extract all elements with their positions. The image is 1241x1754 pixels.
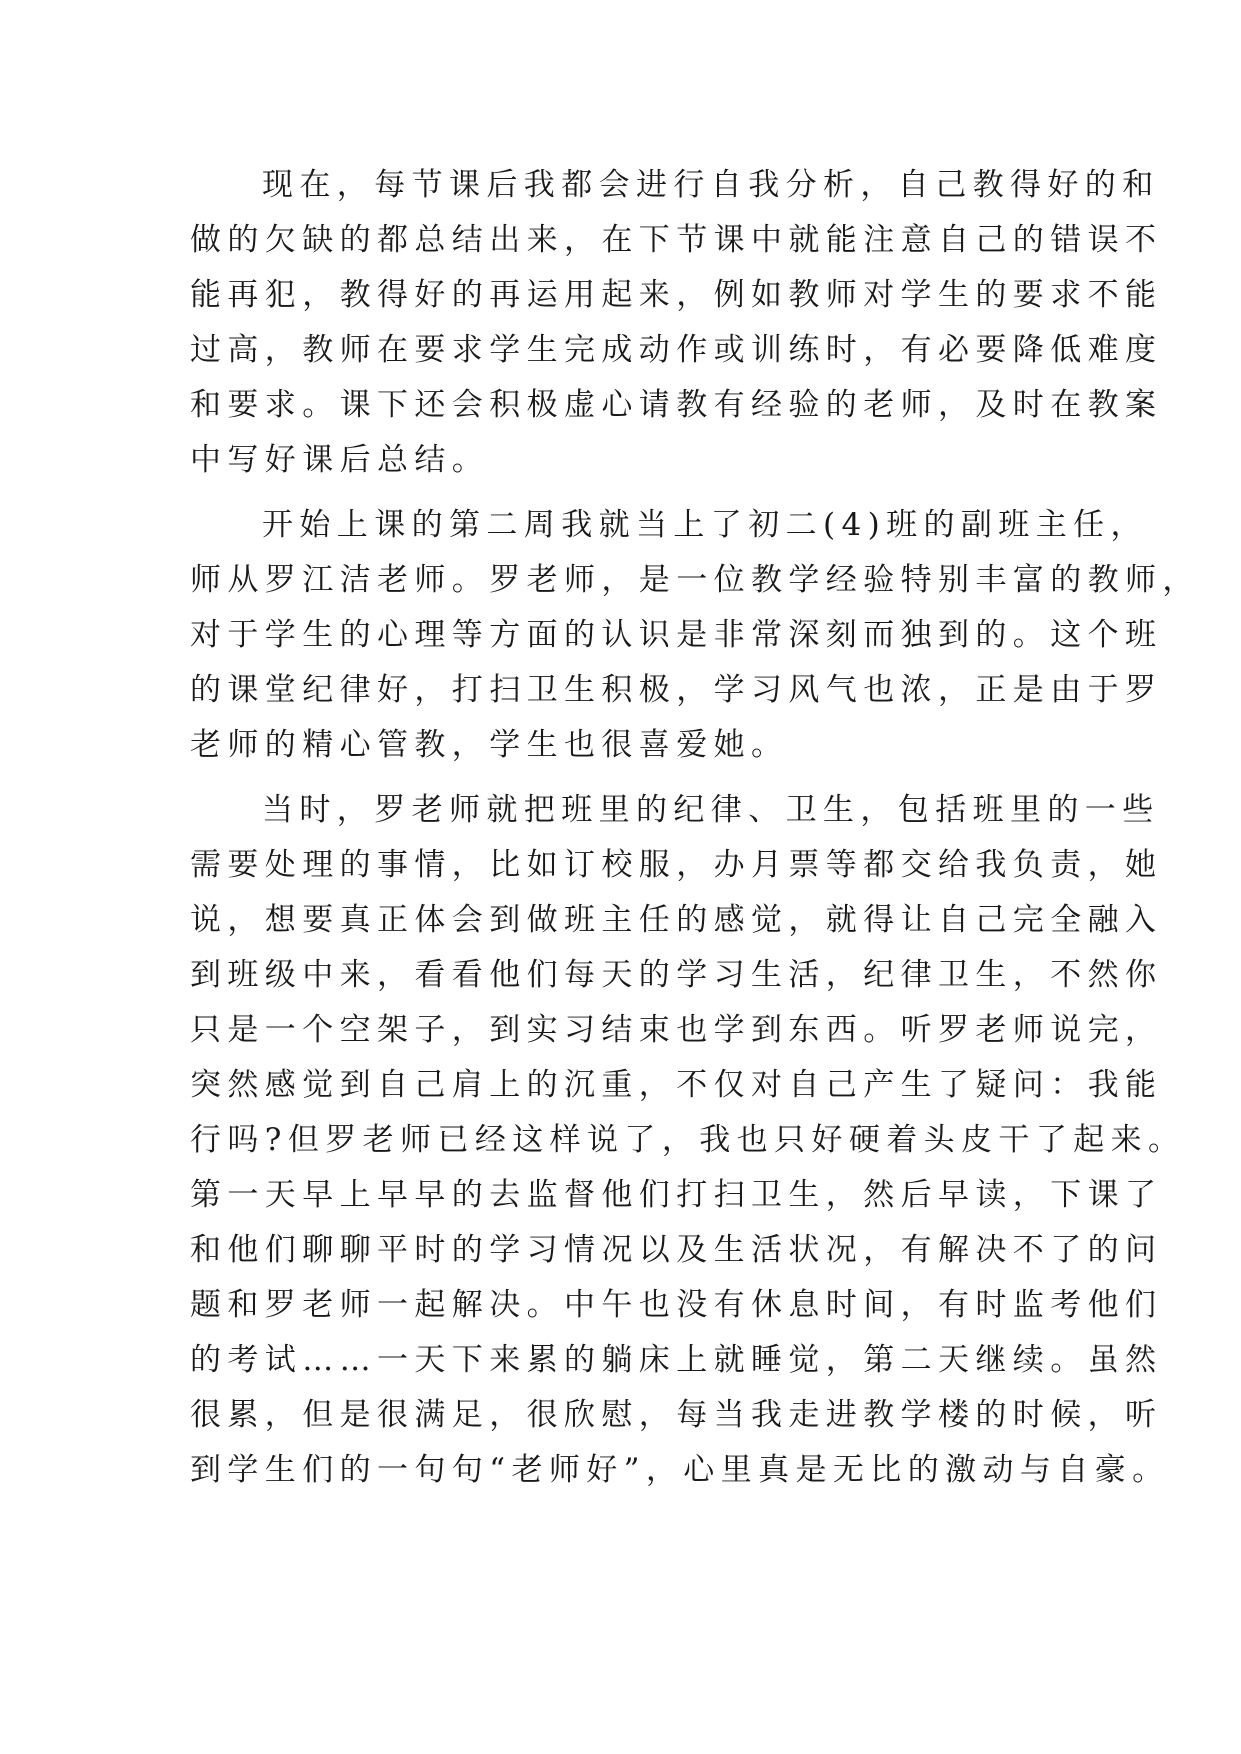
paragraph-3-line-13: 到学生们的一句句“老师好”，心里真是无比的激动与自豪。: [190, 1452, 1170, 1488]
paragraph-1-line-1: 现在，每节课后我都会进行自我分析，自己教得好的和: [262, 167, 1160, 203]
paragraph-3-line-2: 需要处理的事情，比如订校服，办月票等都交给我负责，她: [190, 847, 1163, 883]
paragraph-2-line-3: 对于学生的心理等方面的认识是非常深刻而独到的。这个班: [190, 617, 1163, 653]
paragraph-2-line-1: 开始上课的第二周我就当上了初二(4)班的副班主任，: [262, 507, 1148, 543]
paragraph-1-line-3: 能再犯，教得好的再运用起来，例如教师对学生的要求不能: [190, 277, 1163, 313]
paragraph-2-line-4: 的课堂纪律好，打扫卫生积极，学习风气也浓，正是由于罗: [190, 672, 1163, 708]
paragraph-3-line-1: 当时，罗老师就把班里的纪律、卫生，包括班里的一些: [262, 792, 1160, 828]
paragraph-1-line-4: 过高，教师在要求学生完成动作或训练时，有必要降低难度: [190, 332, 1163, 368]
paragraph-3-line-5: 只是一个空架子，到实习结束也学到东西。听罗老师说完，: [190, 1012, 1163, 1048]
paragraph-3-line-11: 的考试……一天下来累的躺床上就睡觉，第二天继续。虽然: [190, 1342, 1163, 1378]
paragraph-3-line-3: 说，想要真正体会到做班主任的感觉，就得让自己完全融入: [190, 902, 1163, 938]
paragraph-1-line-6: 中写好课后总结。: [190, 442, 490, 478]
paragraph-3-line-9: 和他们聊聊平时的学习情况以及生活状况，有解决不了的问: [190, 1232, 1163, 1268]
paragraph-1-line-5: 和要求。课下还会积极虚心请教有经验的老师，及时在教案: [190, 387, 1163, 423]
paragraph-2-line-2: 师从罗江洁老师。罗老师，是一位教学经验特别丰富的教师，: [190, 562, 1200, 598]
paragraph-3-line-4: 到班级中来，看看他们每天的学习生活，纪律卫生，不然你: [190, 957, 1163, 993]
paragraph-2-line-5: 老师的精心管教，学生也很喜爱她。: [190, 727, 789, 763]
paragraph-3-line-8: 第一天早上早早的去监督他们打扫卫生，然后早读，下课了: [190, 1177, 1163, 1213]
paragraph-1-line-2: 做的欠缺的都总结出来，在下节课中就能注意自己的错误不: [190, 222, 1163, 258]
paragraph-3-line-12: 很累，但是很满足，很欣慰，每当我走进教学楼的时候，听: [190, 1397, 1163, 1433]
paragraph-3-line-10: 题和罗老师一起解决。中午也没有休息时间，有时监考他们: [190, 1287, 1163, 1323]
paragraph-3-line-6: 突然感觉到自己肩上的沉重，不仅对自己产生了疑问：我能: [190, 1067, 1163, 1103]
document-body: [190, 158, 1200, 1498]
paragraph-3-line-7: 行吗?但罗老师已经这样说了，我也只好硬着头皮干了起来。: [190, 1122, 1186, 1158]
